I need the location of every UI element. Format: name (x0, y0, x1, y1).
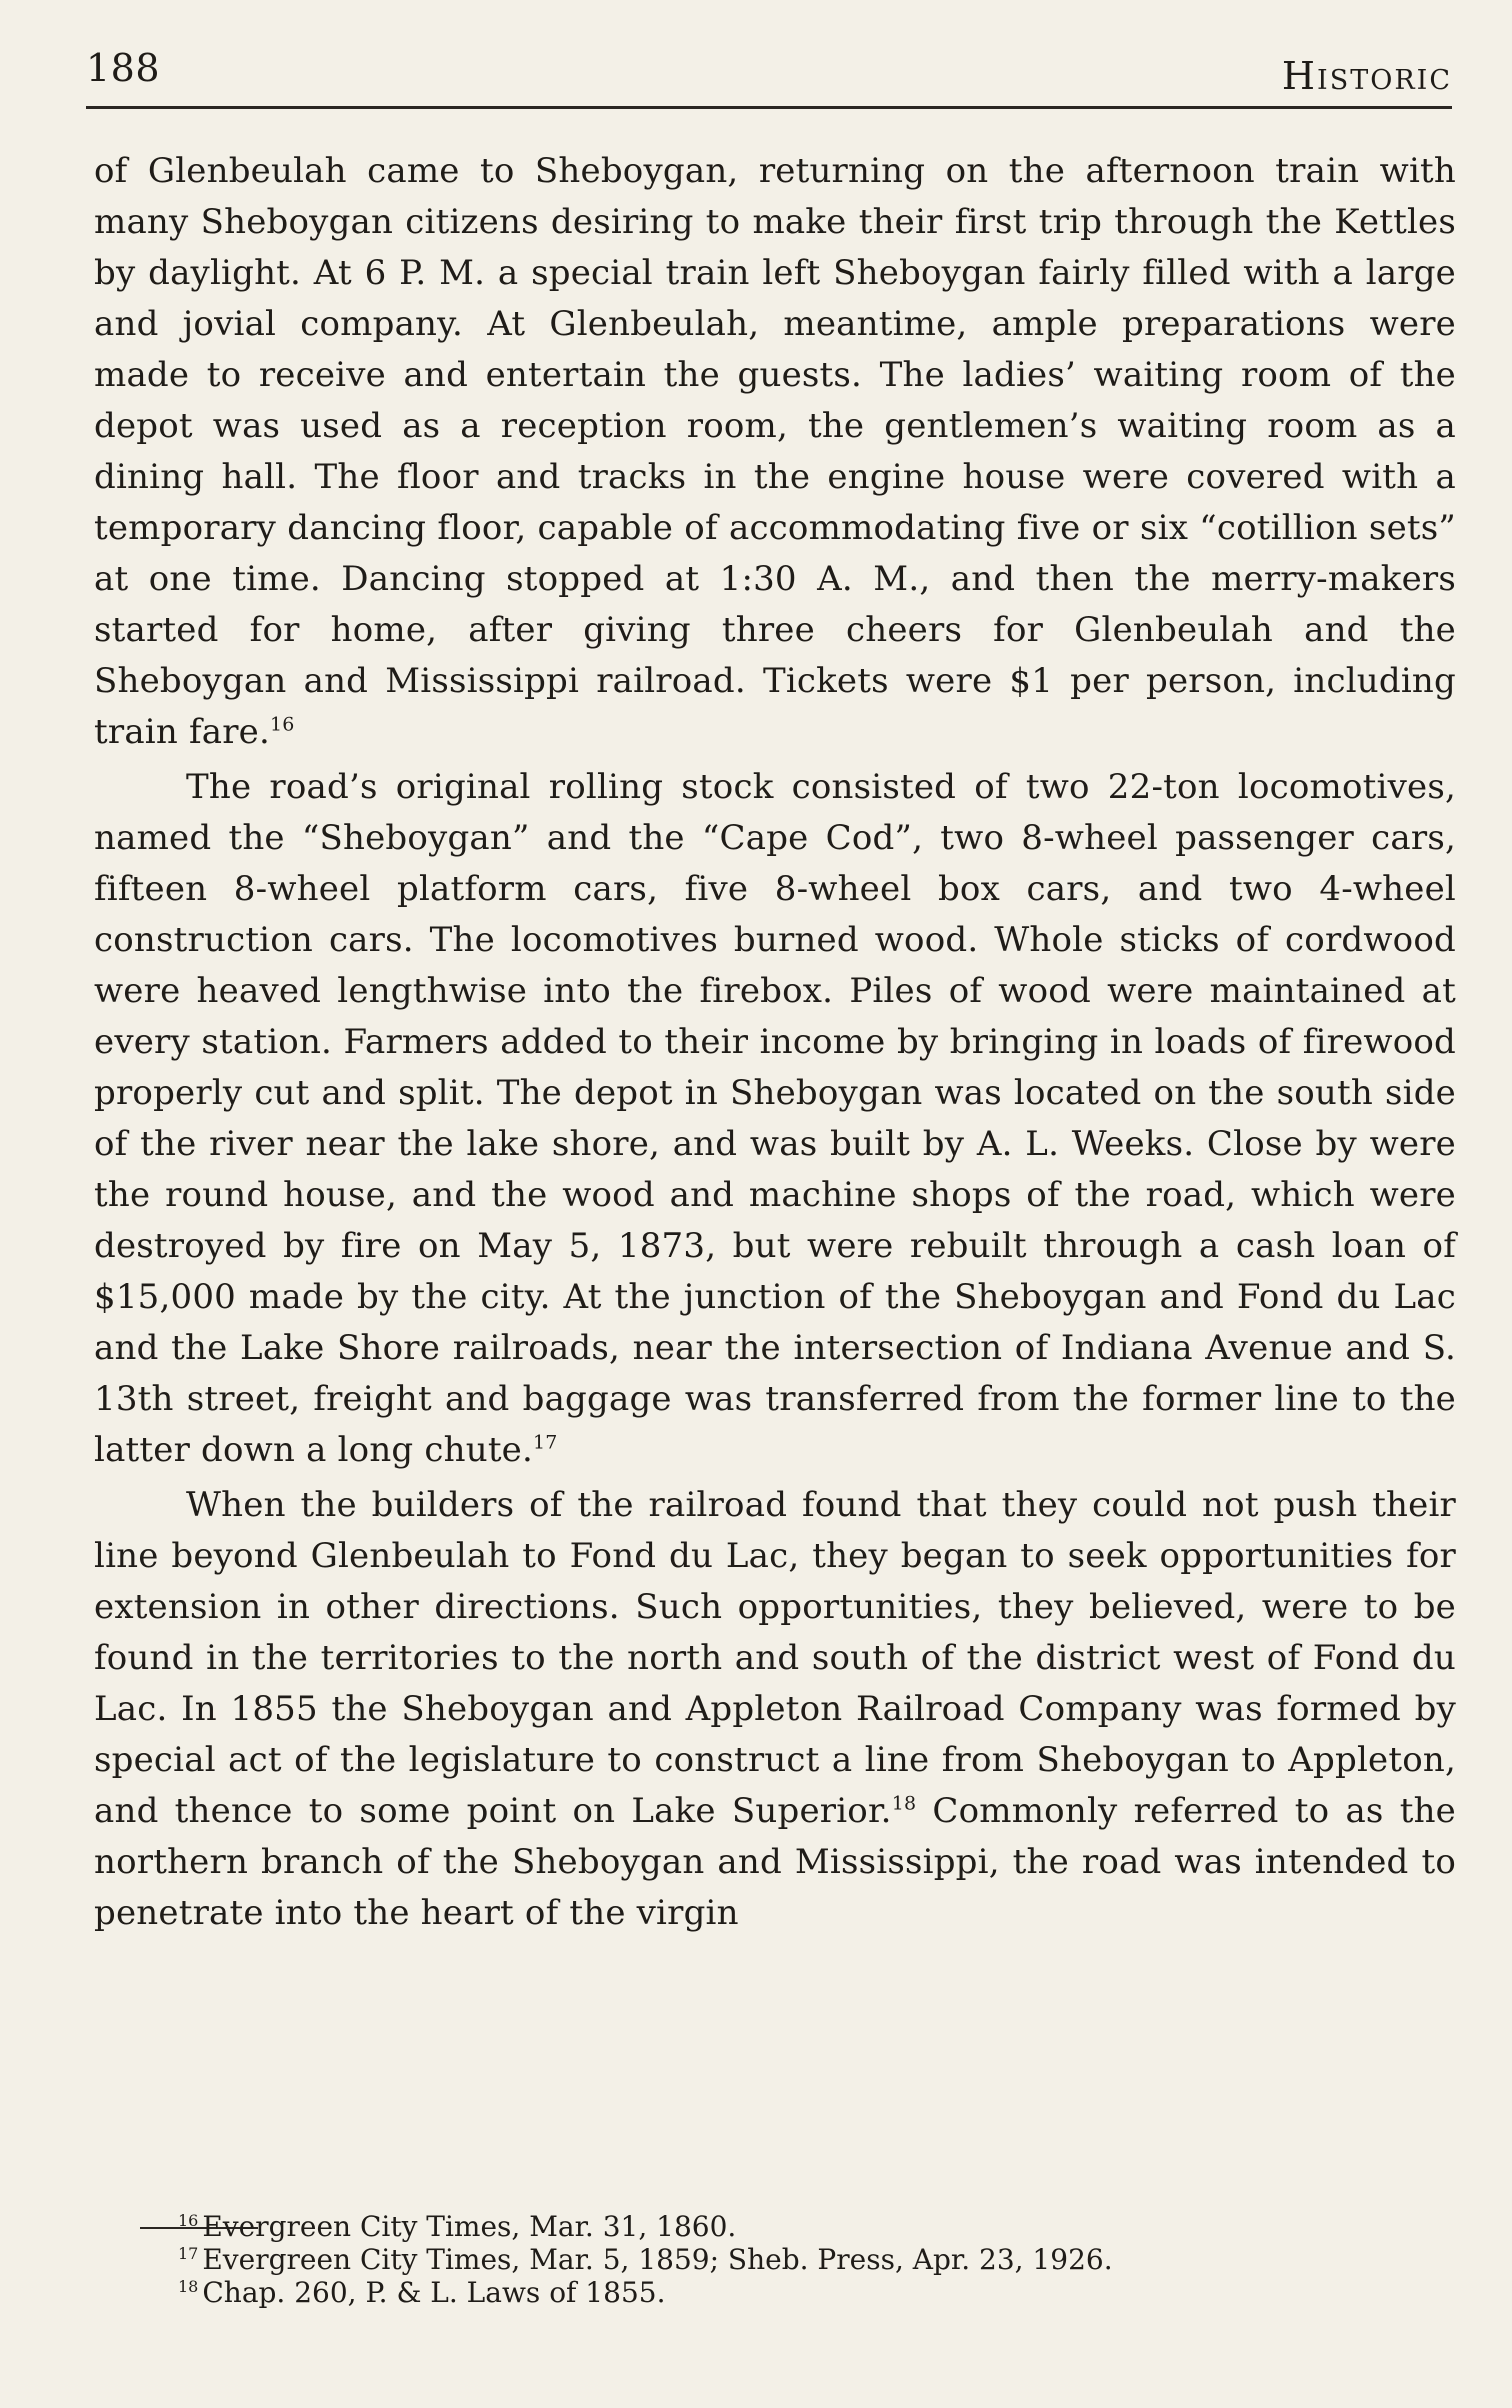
footnote-ref-18: 18 (891, 1792, 917, 1815)
footnote-text: Evergreen City Times, Mar. 31, 1860. (202, 2210, 737, 2243)
footnote-ref-17: 17 (533, 1431, 558, 1454)
page-header (86, 42, 1452, 104)
running-head: Historic (1281, 54, 1452, 98)
footnote-18 (178, 2276, 1448, 2309)
paragraph-2 (94, 762, 1456, 1476)
footnote-ref-16: 16 (270, 713, 295, 736)
footnote-text: Evergreen City Times, Mar. 5, 1859; Sheb. Press, Apr. 23, 1926. (202, 2243, 1113, 2276)
header-rule (86, 106, 1452, 109)
footnote-marker: 16 (178, 2210, 199, 2230)
footnotes (178, 2210, 1448, 2309)
footnote-text: Chap. 260, P. & L. Laws of 1855. (202, 2276, 666, 2309)
paragraph-text: of Glenbeulah came to Sheboygan, returning on the afternoon train with many Sheboygan citizens desiring to make their first trip through the Kettles by daylight. At 6 P. M. a special train left Sheboygan fairly filled with a large and jovial company. At Glenbeulah, meantime, ample preparations were made to receive and entertain the guests. The ladies’ waiting room of the depot was used as a reception room, the gentlemen’s waiting room as a dining hall. The floor and tracks in the engine house were covered with a temporary dancing floor, capable of accommodating five or six “cotillion sets” at one time. Dancing stopped at 1:30 A. M., and then the merry-makers started for home, after giving three cheers for Glenbeulah and the Sheboygan and Mississippi railroad. Tickets were $1 per person, including train fare. (94, 151, 1456, 752)
paragraph-text: The road’s original rolling stock consisted of two 22-ton locomotives, named the “Sheboygan” and the “Cape Cod”, two 8-wheel passenger cars, fifteen 8-wheel platform cars, five 8-wheel box cars, and two 4-wheel construction cars. The locomotives burned wood. Whole sticks of cordwood were heaved lengthwise into the firebox. Piles of wood were maintained at every station. Farmers added to their income by bringing in loads of firewood properly cut and split. The depot in Sheboygan was located on the south side of the river near the lake shore, and was built by A. L. Weeks. Close by were the round house, and the wood and machine shops of the road, which were destroyed by fire on May 5, 1873, but were rebuilt through a cash loan of $15,000 made by the city. At the junction of the Sheboygan and Fond du Lac and the Lake Shore railroads, near the intersection of Indiana Avenue and S. 13th street, freight and baggage was transferred from the former line to the latter down a long chute. (94, 767, 1456, 1470)
paragraph-1 (94, 146, 1456, 758)
paragraph-text: When the builders of the railroad found that they could not push their line beyond Glenbeulah to Fond du Lac, they began to seek opportunities for extension in other directions. Such opportunities, they believed, were to be found in the territories to the north and south of the district west of Fond du Lac. In 1855 the Sheboygan and Appleton Railroad Company was formed by special act of the legislature to construct a line from Sheboygan to Appleton, and thence to some point on Lake Superior. (94, 1485, 1456, 1831)
page-number: 188 (86, 46, 161, 90)
footnote-marker: 17 (178, 2243, 199, 2263)
footnote-marker: 18 (178, 2276, 199, 2296)
body-text (94, 146, 1456, 1939)
paragraph-text-continued: Commonly referred to as the northern branch of the Sheboygan and Mississippi, the road was intended to penetrate into the heart of the virgin (94, 1791, 1456, 1933)
footnote-17 (178, 2243, 1448, 2276)
paragraph-3 (94, 1480, 1456, 1939)
footnote-16 (178, 2210, 1448, 2243)
